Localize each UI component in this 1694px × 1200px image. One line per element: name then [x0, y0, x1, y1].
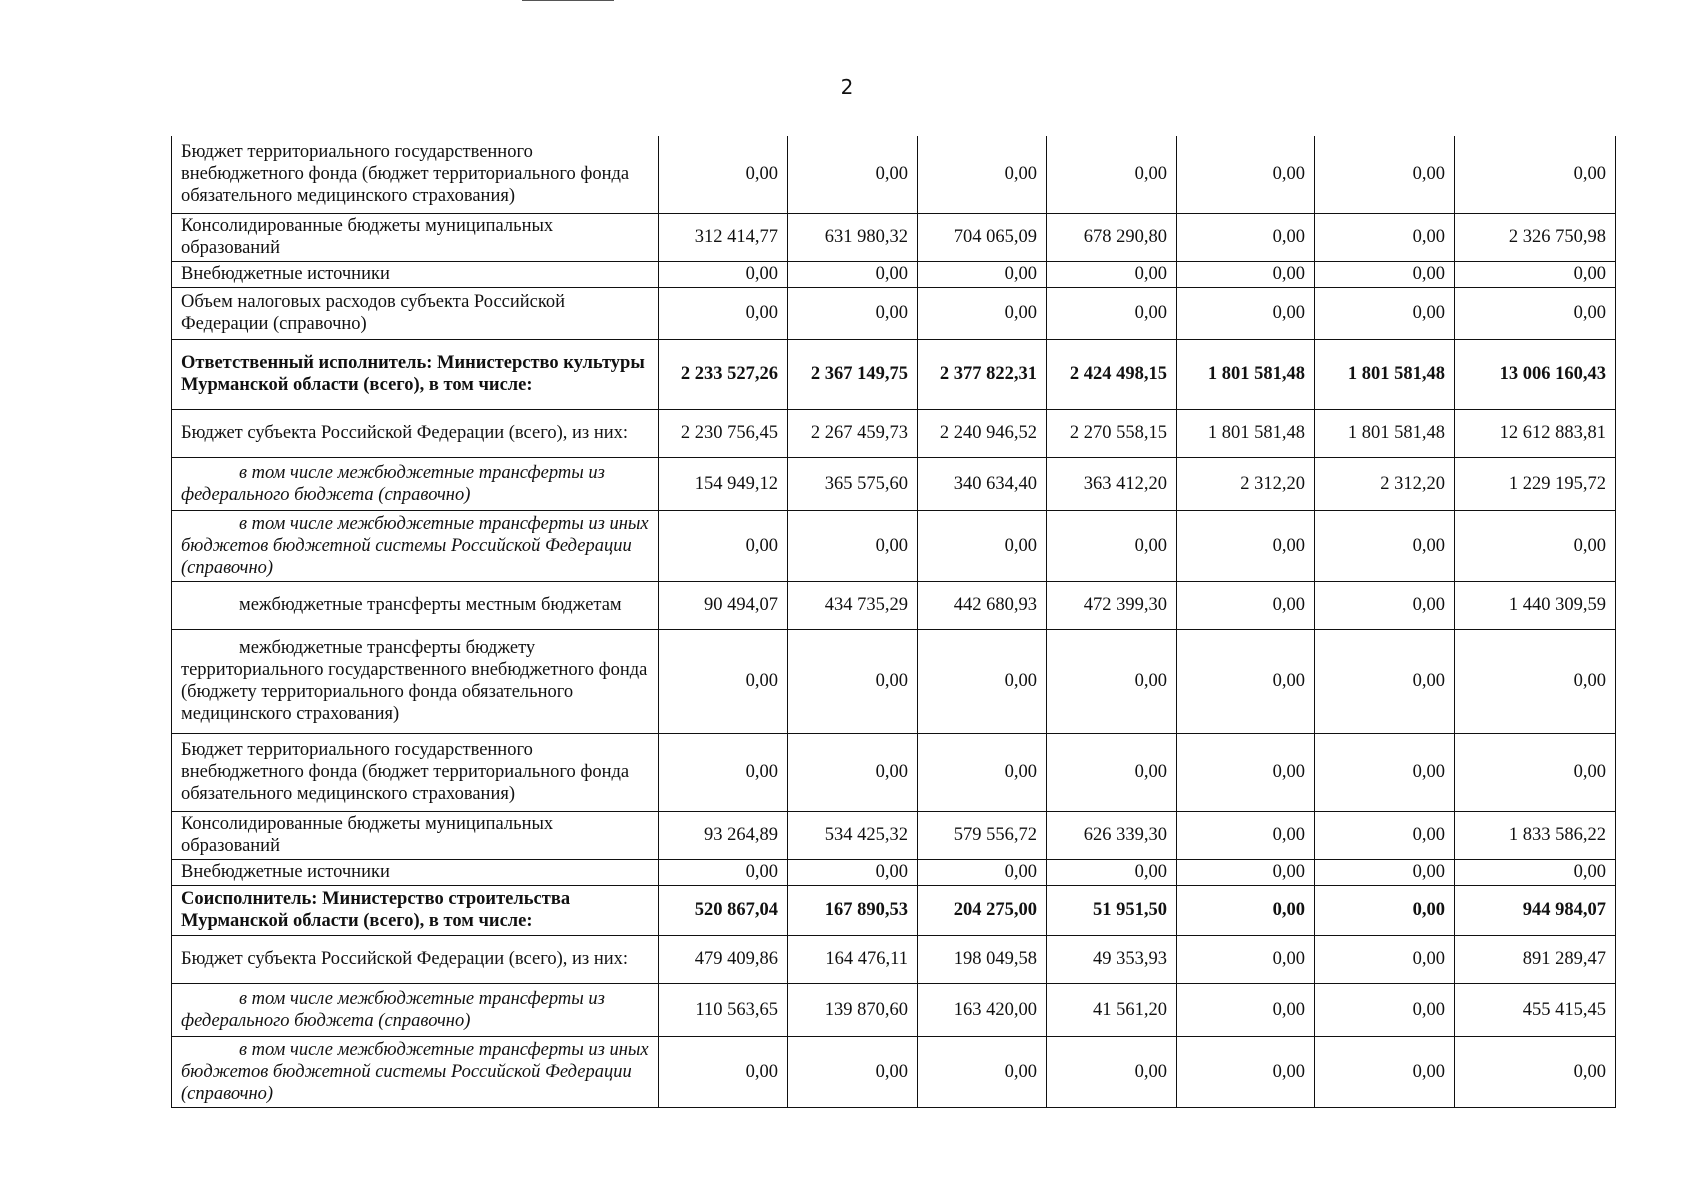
value-cell: 0,00 — [918, 733, 1047, 811]
value-cell: 198 049,58 — [918, 935, 1047, 983]
value-cell: 167 890,53 — [788, 885, 918, 935]
value-cell: 41 561,20 — [1047, 983, 1177, 1036]
table-row — [172, 213, 1616, 261]
value-cell: 0,00 — [918, 510, 1047, 581]
value-cell: 0,00 — [1177, 983, 1315, 1036]
value-cell: 0,00 — [1177, 733, 1315, 811]
table-row — [172, 859, 1616, 885]
total-cell: 1 229 195,72 — [1455, 457, 1616, 510]
value-cell: 0,00 — [1177, 1036, 1315, 1107]
value-cell: 579 556,72 — [918, 811, 1047, 859]
value-cell: 472 399,30 — [1047, 581, 1177, 629]
value-cell: 0,00 — [788, 136, 918, 213]
table-row — [172, 629, 1616, 733]
value-cell: 0,00 — [788, 629, 918, 733]
value-cell: 442 680,93 — [918, 581, 1047, 629]
value-cell: 626 339,30 — [1047, 811, 1177, 859]
table-row — [172, 885, 1616, 935]
total-cell: 944 984,07 — [1455, 885, 1616, 935]
value-cell: 93 264,89 — [659, 811, 788, 859]
value-cell: 1 801 581,48 — [1315, 339, 1455, 409]
value-cell: 0,00 — [659, 1036, 788, 1107]
table-row — [172, 581, 1616, 629]
value-cell: 2 377 822,31 — [918, 339, 1047, 409]
value-cell: 0,00 — [1047, 287, 1177, 339]
value-cell: 363 412,20 — [1047, 457, 1177, 510]
value-cell: 2 424 498,15 — [1047, 339, 1177, 409]
row-label: Ответственный исполнитель: Министерство культуры Мурманской области (всего), в том числе: — [172, 339, 659, 409]
row-label: Объем налоговых расходов субъекта Российской Федерации (справочно) — [172, 287, 659, 339]
value-cell: 204 275,00 — [918, 885, 1047, 935]
table-row — [172, 510, 1616, 581]
value-cell: 365 575,60 — [788, 457, 918, 510]
value-cell: 154 949,12 — [659, 457, 788, 510]
value-cell: 0,00 — [1177, 261, 1315, 287]
row-label: в том числе межбюджетные трансферты из иных бюджетов бюджетной системы Российской Федерации (справочно) — [172, 1036, 659, 1107]
row-label: Внебюджетные источники — [172, 859, 659, 885]
total-cell: 2 326 750,98 — [1455, 213, 1616, 261]
value-cell: 0,00 — [1047, 859, 1177, 885]
value-cell: 0,00 — [1315, 629, 1455, 733]
total-cell: 455 415,45 — [1455, 983, 1616, 1036]
row-label: Бюджет субъекта Российской Федерации (всего), из них: — [172, 935, 659, 983]
value-cell: 434 735,29 — [788, 581, 918, 629]
value-cell: 2 312,20 — [1315, 457, 1455, 510]
value-cell: 0,00 — [1177, 510, 1315, 581]
value-cell: 0,00 — [1315, 733, 1455, 811]
value-cell: 0,00 — [788, 261, 918, 287]
value-cell: 0,00 — [1177, 885, 1315, 935]
value-cell: 0,00 — [1315, 1036, 1455, 1107]
row-label: Внебюджетные источники — [172, 261, 659, 287]
value-cell: 312 414,77 — [659, 213, 788, 261]
value-cell: 520 867,04 — [659, 885, 788, 935]
value-cell: 704 065,09 — [918, 213, 1047, 261]
value-cell: 2 367 149,75 — [788, 339, 918, 409]
total-cell: 1 440 309,59 — [1455, 581, 1616, 629]
table-row — [172, 983, 1616, 1036]
total-cell: 0,00 — [1455, 261, 1616, 287]
value-cell: 0,00 — [918, 287, 1047, 339]
value-cell: 479 409,86 — [659, 935, 788, 983]
value-cell: 2 230 756,45 — [659, 409, 788, 457]
value-cell: 0,00 — [788, 733, 918, 811]
row-label: в том числе межбюджетные трансферты из федерального бюджета (справочно) — [172, 983, 659, 1036]
row-label: Бюджет территориального государственного внебюджетного фонда (бюджет территориального фонда обязательного медицинского страхования) — [172, 733, 659, 811]
value-cell: 0,00 — [1315, 213, 1455, 261]
value-cell: 0,00 — [1047, 136, 1177, 213]
total-cell: 1 833 586,22 — [1455, 811, 1616, 859]
row-label: Бюджет территориального государственного внебюджетного фонда (бюджет территориального фонда обязательного медицинского страхования) — [172, 136, 659, 213]
value-cell: 0,00 — [1047, 261, 1177, 287]
total-cell: 0,00 — [1455, 1036, 1616, 1107]
value-cell: 0,00 — [1315, 136, 1455, 213]
value-cell: 2 233 527,26 — [659, 339, 788, 409]
value-cell: 0,00 — [1177, 811, 1315, 859]
value-cell: 0,00 — [918, 859, 1047, 885]
table-row — [172, 136, 1616, 213]
value-cell: 0,00 — [1047, 629, 1177, 733]
total-cell: 13 006 160,43 — [1455, 339, 1616, 409]
value-cell: 0,00 — [1047, 510, 1177, 581]
total-cell: 12 612 883,81 — [1455, 409, 1616, 457]
row-label: в том числе межбюджетные трансферты из федерального бюджета (справочно) — [172, 457, 659, 510]
row-label: Консолидированные бюджеты муниципальных образований — [172, 811, 659, 859]
table-row — [172, 457, 1616, 510]
total-cell: 0,00 — [1455, 136, 1616, 213]
value-cell: 0,00 — [1177, 213, 1315, 261]
value-cell: 0,00 — [659, 287, 788, 339]
value-cell: 0,00 — [788, 1036, 918, 1107]
total-cell: 0,00 — [1455, 859, 1616, 885]
table-row — [172, 287, 1616, 339]
value-cell: 1 801 581,48 — [1177, 339, 1315, 409]
value-cell: 0,00 — [1315, 811, 1455, 859]
row-label: Соисполнитель: Министерство строительства Мурманской области (всего), в том числе: — [172, 885, 659, 935]
value-cell: 0,00 — [918, 1036, 1047, 1107]
value-cell: 0,00 — [788, 287, 918, 339]
value-cell: 0,00 — [788, 510, 918, 581]
value-cell: 0,00 — [1315, 935, 1455, 983]
value-cell: 0,00 — [918, 629, 1047, 733]
value-cell: 0,00 — [918, 261, 1047, 287]
value-cell: 0,00 — [1315, 287, 1455, 339]
table-row — [172, 339, 1616, 409]
value-cell: 534 425,32 — [788, 811, 918, 859]
value-cell: 0,00 — [659, 859, 788, 885]
value-cell: 0,00 — [1047, 1036, 1177, 1107]
row-label: Консолидированные бюджеты муниципальных образований — [172, 213, 659, 261]
table-row — [172, 261, 1616, 287]
value-cell: 0,00 — [659, 510, 788, 581]
value-cell: 2 240 946,52 — [918, 409, 1047, 457]
value-cell: 0,00 — [1177, 629, 1315, 733]
value-cell: 0,00 — [1177, 287, 1315, 339]
value-cell: 2 267 459,73 — [788, 409, 918, 457]
row-label: в том числе межбюджетные трансферты из иных бюджетов бюджетной системы Российской Федерации (справочно) — [172, 510, 659, 581]
budget-table — [171, 136, 1616, 1108]
total-cell: 0,00 — [1455, 287, 1616, 339]
table-row — [172, 935, 1616, 983]
value-cell: 0,00 — [1177, 581, 1315, 629]
value-cell: 110 563,65 — [659, 983, 788, 1036]
value-cell: 0,00 — [659, 733, 788, 811]
value-cell: 0,00 — [659, 261, 788, 287]
value-cell: 0,00 — [1315, 885, 1455, 935]
value-cell: 0,00 — [1315, 581, 1455, 629]
table-row — [172, 1036, 1616, 1107]
value-cell: 0,00 — [1177, 859, 1315, 885]
value-cell: 0,00 — [1047, 733, 1177, 811]
value-cell: 2 270 558,15 — [1047, 409, 1177, 457]
value-cell: 340 634,40 — [918, 457, 1047, 510]
value-cell: 0,00 — [1177, 136, 1315, 213]
value-cell: 90 494,07 — [659, 581, 788, 629]
row-label: межбюджетные трансферты бюджету территориального государственного внебюджетного фонда (бюджету территориального фонда обязательного медицинского страхования) — [172, 629, 659, 733]
row-label: Бюджет субъекта Российской Федерации (всего), из них: — [172, 409, 659, 457]
value-cell: 0,00 — [788, 859, 918, 885]
table-row — [172, 409, 1616, 457]
value-cell: 0,00 — [1315, 859, 1455, 885]
value-cell: 0,00 — [659, 629, 788, 733]
value-cell: 1 801 581,48 — [1177, 409, 1315, 457]
total-cell: 891 289,47 — [1455, 935, 1616, 983]
value-cell: 0,00 — [659, 136, 788, 213]
value-cell: 2 312,20 — [1177, 457, 1315, 510]
value-cell: 139 870,60 — [788, 983, 918, 1036]
value-cell: 0,00 — [1315, 983, 1455, 1036]
value-cell: 1 801 581,48 — [1315, 409, 1455, 457]
value-cell: 0,00 — [918, 136, 1047, 213]
total-cell: 0,00 — [1455, 629, 1616, 733]
total-cell: 0,00 — [1455, 733, 1616, 811]
total-cell: 0,00 — [1455, 510, 1616, 581]
value-cell: 0,00 — [1177, 935, 1315, 983]
value-cell: 164 476,11 — [788, 935, 918, 983]
value-cell: 631 980,32 — [788, 213, 918, 261]
table-row — [172, 733, 1616, 811]
value-cell: 49 353,93 — [1047, 935, 1177, 983]
table-row — [172, 811, 1616, 859]
value-cell: 678 290,80 — [1047, 213, 1177, 261]
top-scan-mark — [522, 0, 614, 1]
row-label: межбюджетные трансферты местным бюджетам — [172, 581, 659, 629]
value-cell: 51 951,50 — [1047, 885, 1177, 935]
page-number: 2 — [840, 75, 854, 99]
value-cell: 0,00 — [1315, 510, 1455, 581]
value-cell: 163 420,00 — [918, 983, 1047, 1036]
value-cell: 0,00 — [1315, 261, 1455, 287]
